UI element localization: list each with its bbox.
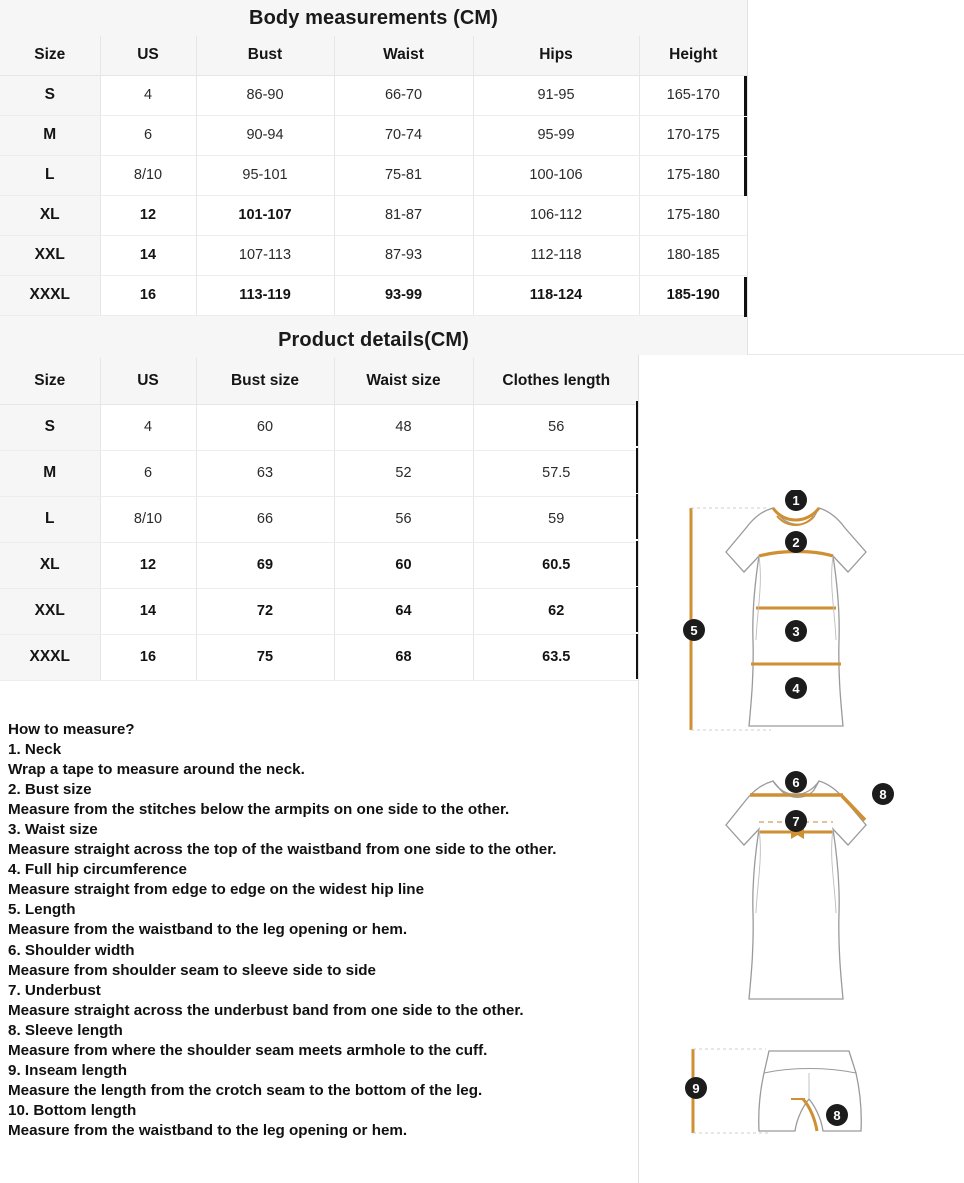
- table-cell: 12: [100, 542, 196, 588]
- body-measurements-table: [0, 36, 747, 316]
- table-cell: 170-175: [639, 115, 747, 155]
- table-row: [0, 155, 747, 195]
- how-to-measure-line: Measure straight across the top of the waistband from one side to the other.: [8, 841, 557, 859]
- column-header-us: US: [100, 358, 196, 404]
- table-cell: 16: [100, 275, 196, 315]
- how-to-measure-line: 5. Length: [8, 901, 76, 919]
- table-cell: 75: [196, 634, 334, 680]
- measurement-diagrams-panel: [638, 355, 964, 1183]
- table-cell: 60: [196, 404, 334, 450]
- table-cell: 93-99: [334, 275, 473, 315]
- marker-7: [785, 810, 807, 832]
- table-cell: 8/10: [100, 496, 196, 542]
- row-size-label: L: [0, 496, 100, 542]
- how-to-measure-line: Measure from the waistband to the leg opening or hem.: [8, 1121, 408, 1139]
- table-row: [0, 496, 639, 542]
- table-edge-accent: [744, 117, 747, 156]
- table-cell: 14: [100, 235, 196, 275]
- column-header-waist: Waist: [334, 36, 473, 75]
- marker-8: [872, 783, 894, 805]
- table-cell: 60: [334, 542, 473, 588]
- table-cell: 175-180: [639, 195, 747, 235]
- table-cell: 59: [473, 496, 639, 542]
- svg-text:9: 9: [692, 1081, 700, 1096]
- how-to-measure-line: 1. Neck: [8, 741, 62, 759]
- svg-text:3: 3: [792, 624, 800, 639]
- row-size-label: M: [0, 115, 100, 155]
- svg-text:8: 8: [833, 1108, 841, 1123]
- how-to-measure-line: 6. Shoulder width: [8, 941, 135, 959]
- table-cell: 95-99: [473, 115, 639, 155]
- product-details-table: [0, 358, 639, 681]
- table-cell: 4: [100, 75, 196, 115]
- table-row: [0, 588, 639, 634]
- svg-text:1: 1: [792, 493, 800, 508]
- column-header-height: Height: [639, 36, 747, 75]
- marker-9: [685, 1077, 707, 1099]
- column-header-bust-size: Bust size: [196, 358, 334, 404]
- product-details-title: Product details(CM): [0, 318, 747, 358]
- table-edge-accent: [744, 277, 747, 317]
- table-row: [0, 404, 639, 450]
- body-measurements-title: Body measurements (CM): [0, 0, 747, 36]
- row-size-label: XXXL: [0, 275, 100, 315]
- table-header-row: [0, 36, 747, 75]
- dress-shoulder-svg: [651, 770, 951, 1025]
- how-to-measure-section: [8, 720, 638, 1141]
- how-to-measure-line: 2. Bust size: [8, 781, 92, 799]
- table-row: [0, 195, 747, 235]
- table-cell: 72: [196, 588, 334, 634]
- right-top-blank-panel: [747, 0, 964, 355]
- table-cell: 48: [334, 404, 473, 450]
- table-cell: 106-112: [473, 195, 639, 235]
- table-cell: 16: [100, 634, 196, 680]
- how-to-measure-heading: How to measure?: [8, 721, 135, 738]
- row-size-label: M: [0, 450, 100, 496]
- table-cell: 95-101: [196, 155, 334, 195]
- table-row: [0, 75, 747, 115]
- column-header-size: Size: [0, 36, 100, 75]
- table-cell: 118-124: [473, 275, 639, 315]
- svg-text:6: 6: [792, 775, 800, 790]
- how-to-measure-line: Measure straight from edge to edge on the widest hip line: [8, 881, 425, 899]
- svg-text:7: 7: [792, 814, 800, 829]
- how-to-measure-line: Measure from the stitches below the armpits on one side to the other.: [8, 801, 510, 819]
- how-to-measure-line: 4. Full hip circumference: [8, 861, 187, 879]
- row-size-label: XXL: [0, 235, 100, 275]
- how-to-measure-line: Wrap a tape to measure around the neck.: [8, 761, 305, 779]
- marker-5: [683, 619, 705, 641]
- table-cell: 6: [100, 450, 196, 496]
- how-to-measure-line: 7. Underbust: [8, 981, 101, 999]
- table-row: [0, 634, 639, 680]
- table-cell: 113-119: [196, 275, 334, 315]
- table-cell: 52: [334, 450, 473, 496]
- table-cell: 60.5: [473, 542, 639, 588]
- table-cell: 100-106: [473, 155, 639, 195]
- table-cell: 64: [334, 588, 473, 634]
- svg-text:8: 8: [879, 787, 887, 802]
- how-to-measure-line: 8. Sleeve length: [8, 1021, 123, 1039]
- dress-front-svg: [651, 490, 951, 750]
- how-to-measure-line: Measure from where the shoulder seam meets armhole to the cuff.: [8, 1041, 488, 1059]
- column-header-clothes-length: Clothes length: [473, 358, 639, 404]
- table-edge-accent: [744, 76, 747, 116]
- table-row: [0, 450, 639, 496]
- table-cell: 107-113: [196, 235, 334, 275]
- table-cell: 14: [100, 588, 196, 634]
- how-to-measure-line: Measure from the waistband to the leg opening or hem.: [8, 921, 408, 939]
- how-to-measure-line: Measure from shoulder seam to sleeve side to side: [8, 961, 377, 979]
- how-to-measure-line: 9. Inseam length: [8, 1061, 128, 1079]
- table-cell: 81-87: [334, 195, 473, 235]
- table-cell: 6: [100, 115, 196, 155]
- table-cell: 56: [473, 404, 639, 450]
- svg-text:2: 2: [792, 535, 800, 550]
- table-cell: 56: [334, 496, 473, 542]
- table-cell: 68: [334, 634, 473, 680]
- table-cell: 69: [196, 542, 334, 588]
- table-edge-accent: [744, 157, 747, 196]
- table-cell: 180-185: [639, 235, 747, 275]
- column-header-size: Size: [0, 358, 100, 404]
- table-cell: 112-118: [473, 235, 639, 275]
- table-cell: 165-170: [639, 75, 747, 115]
- table-cell: 70-74: [334, 115, 473, 155]
- diagram-dress-front-body-measure: [651, 490, 951, 750]
- svg-text:4: 4: [792, 681, 800, 696]
- table-cell: 175-180: [639, 155, 747, 195]
- marker-2: [785, 531, 807, 553]
- table-cell: 101-107: [196, 195, 334, 235]
- table-cell: 63: [196, 450, 334, 496]
- row-size-label: XL: [0, 195, 100, 235]
- row-size-label: S: [0, 404, 100, 450]
- row-size-label: S: [0, 75, 100, 115]
- how-to-measure-line: 10. Bottom length: [8, 1101, 137, 1119]
- marker-8-shorts: [826, 1104, 848, 1126]
- product-details-table-block: [0, 318, 639, 681]
- svg-text:5: 5: [690, 623, 698, 638]
- marker-4: [785, 677, 807, 699]
- table-header-row: [0, 358, 639, 404]
- table-cell: 63.5: [473, 634, 639, 680]
- marker-3: [785, 620, 807, 642]
- column-header-us: US: [100, 36, 196, 75]
- table-cell: 75-81: [334, 155, 473, 195]
- table-row: [0, 235, 747, 275]
- diagram-dress-shoulder-underbust-sleeve: [651, 770, 951, 1025]
- marker-1: [785, 490, 807, 511]
- body-measurements-table-block: [0, 0, 747, 316]
- table-cell: 86-90: [196, 75, 334, 115]
- table-cell: 66: [196, 496, 334, 542]
- column-header-bust: Bust: [196, 36, 334, 75]
- table-row: [0, 115, 747, 155]
- table-row: [0, 275, 747, 315]
- row-size-label: XXL: [0, 588, 100, 634]
- how-to-measure-line: Measure the length from the crotch seam to the bottom of the leg.: [8, 1081, 483, 1099]
- column-header-waist-size: Waist size: [334, 358, 473, 404]
- how-to-measure-line: 3. Waist size: [8, 821, 98, 839]
- table-cell: 185-190: [639, 275, 747, 315]
- row-size-label: XL: [0, 542, 100, 588]
- row-size-label: XXXL: [0, 634, 100, 680]
- table-cell: 90-94: [196, 115, 334, 155]
- diagram-shorts-inseam-bottom: [651, 1033, 951, 1173]
- marker-6: [785, 771, 807, 793]
- table-cell: 87-93: [334, 235, 473, 275]
- table-cell: 8/10: [100, 155, 196, 195]
- table-cell: 57.5: [473, 450, 639, 496]
- column-header-hips: Hips: [473, 36, 639, 75]
- table-cell: 66-70: [334, 75, 473, 115]
- table-cell: 91-95: [473, 75, 639, 115]
- table-cell: 12: [100, 195, 196, 235]
- row-size-label: L: [0, 155, 100, 195]
- shorts-svg: [651, 1033, 951, 1173]
- table-cell: 4: [100, 404, 196, 450]
- table-cell: 62: [473, 588, 639, 634]
- how-to-measure-line: Measure straight across the underbust band from one side to the other.: [8, 1001, 524, 1019]
- table-row: [0, 542, 639, 588]
